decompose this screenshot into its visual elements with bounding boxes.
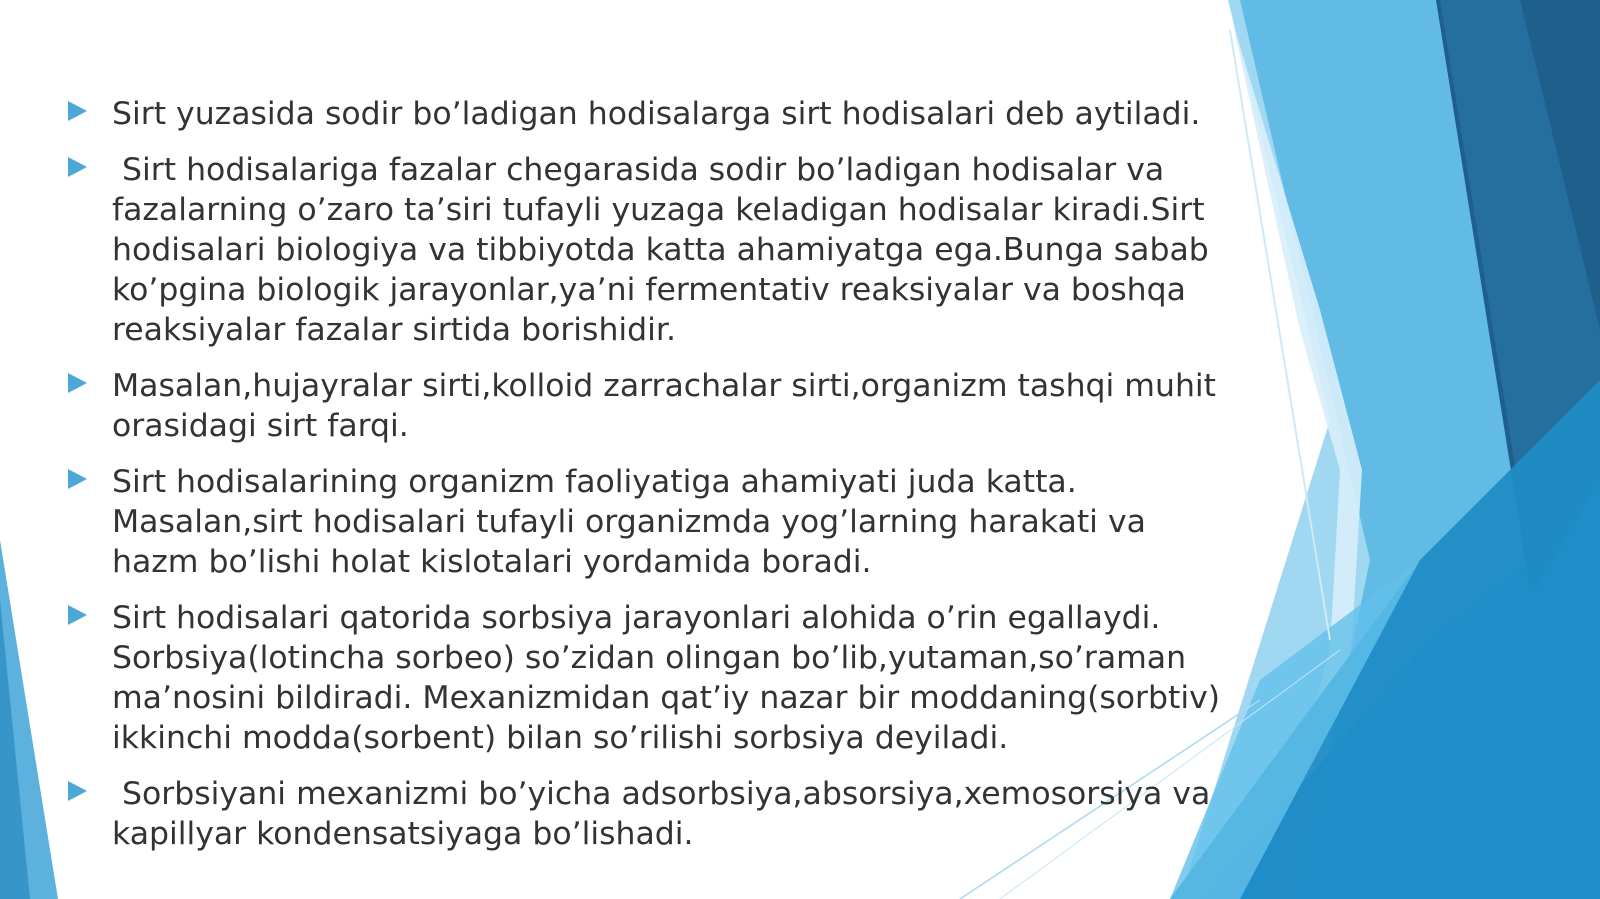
triangle-bullet-icon [68, 469, 87, 489]
bullet-text: Sorbsiyani mexanizmi bo’yicha adsorbsiya,absorsiya,xemosorsiya va kapillyar kondensatsiyaga bo’lishadi. [112, 776, 1221, 852]
bullet-item [62, 94, 1222, 134]
triangle-bullet-icon [68, 157, 87, 177]
triangle-bullet-icon [68, 101, 87, 121]
bullet-text: Sirt hodisalari qatorida sorbsiya jarayonlari alohida o’rin egallaydi. Sorbsiya(lotincha sorbeo) so’zidan olingan bo’lib,yutaman,so’raman ma’nosini bildiradi. Mexanizmidan qat’iy nazar bir moddaning(sorbtiv) ikkinchi modda(sorbent) bilan so’rilishi sorbsiya deyiladi. [112, 600, 1231, 756]
bullet-list [62, 94, 1231, 870]
bullet-item [62, 366, 1227, 446]
bullet-text: Sirt hodisalarining organizm faoliyatiga ahamiyati juda katta. Masalan,sirt hodisalari tufayli organizmda yog’larning harakati va hazm bo’lishi holat kislotalari yordamida boradi. [112, 464, 1156, 580]
bullet-item [62, 462, 1222, 582]
bullet-item [62, 598, 1231, 758]
triangle-bullet-icon [68, 605, 87, 625]
bullet-item [62, 774, 1222, 854]
bullet-text: Sirt hodisalariga fazalar chegarasida sodir bo’ladigan hodisalar va fazalarning o’zaro ta’siri tufayli yuzaga keladigan hodisalar kiradi.Sirt hodisalari biologiya va tibbiyotda katta ahamiyatga ega.Bunga sabab ko’pgina biologik jarayonlar,ya’ni fermentativ reaksiyalar va boshqa reaksiyalar fazalar sirtida borishidir. [112, 152, 1219, 348]
triangle-bullet-icon [68, 781, 87, 801]
bullet-item [62, 150, 1222, 350]
bullet-text: Sirt yuzasida sodir bo’ladigan hodisalarga sirt hodisalari deb aytiladi. [112, 96, 1201, 132]
triangle-bullet-icon [68, 373, 87, 393]
bullet-text: Masalan,hujayralar sirti,kolloid zarrachalar sirti,organizm tashqi muhit orasidagi sirt farqi. [112, 368, 1227, 444]
